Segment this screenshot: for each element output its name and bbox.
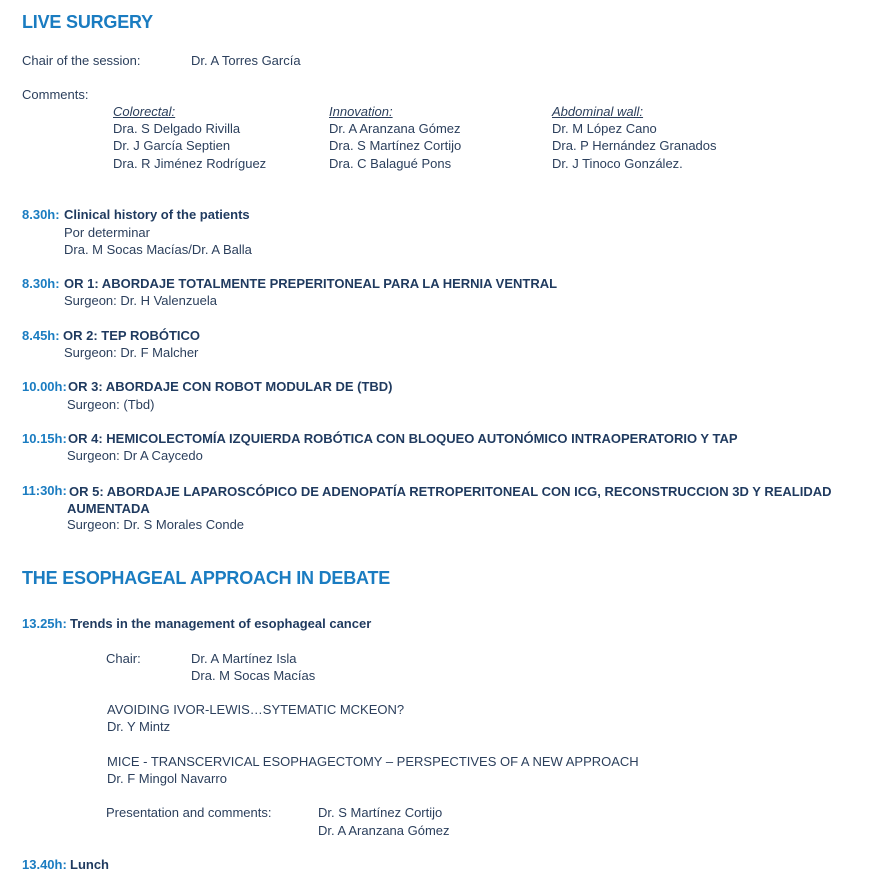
commenter-name: Dra. C Balagué Pons	[329, 156, 452, 171]
schedule-surgeon: Surgeon: Dr A Caycedo	[67, 448, 203, 463]
commenter-name: Dr. J García Septien	[113, 138, 231, 153]
schedule-surgeon: Surgeon: Dr. S Morales Conde	[67, 517, 245, 532]
section-title-live-surgery: LIVE SURGERY	[22, 12, 153, 32]
schedule-surgeon: Surgeon: (Tbd)	[67, 397, 155, 412]
schedule-detail: Dra. M Socas Macías/Dr. A Balla	[64, 242, 252, 257]
lunch-label: Lunch	[70, 857, 109, 872]
session-title: Trends in the management of esophageal cancer	[70, 616, 372, 631]
talk-title: MICE - TRANSCERVICAL ESOPHAGECTOMY – PERSPECTIVES OF A NEW APPROACH	[107, 754, 639, 769]
chair-label: Chair:	[106, 651, 141, 666]
schedule-time: 11:30h:	[22, 483, 67, 498]
session-time: 13.25h:	[22, 616, 67, 631]
column-header-colorectal: Colorectal:	[113, 104, 176, 119]
schedule-title: OR 5: ABORDAJE LAPAROSCÓPICO DE ADENOPATÍA RETROPERITONEAL CON ICG, RECONSTRUCCION 3D Y REALIDAD AUMENTADA	[67, 484, 832, 516]
talk-speaker: Dr. F Mingol Navarro	[107, 771, 227, 786]
presenter-name: Dr. S Martínez Cortijo	[318, 805, 443, 820]
talk-speaker: Dr. Y Mintz	[107, 719, 171, 734]
commenter-name: Dr. M López Cano	[552, 121, 657, 136]
commenter-name: Dra. S Delgado Rivilla	[113, 121, 241, 136]
presenter-name: Dr. A Aranzana Gómez	[318, 823, 450, 838]
commenter-name: Dr. J Tinoco González.	[552, 156, 683, 171]
lunch-time: 13.40h:	[22, 857, 67, 872]
schedule-title: OR 2: TEP ROBÓTICO	[63, 328, 200, 343]
schedule-surgeon: Surgeon: Dr. H Valenzuela	[64, 293, 217, 308]
column-header-innovation: Innovation:	[329, 104, 393, 119]
column-header-abdominal-wall: Abdominal wall:	[552, 104, 644, 119]
schedule-surgeon: Surgeon: Dr. F Malcher	[64, 345, 199, 360]
talk-title: AVOIDING IVOR-LEWIS…SYTEMATIC MCKEON?	[107, 702, 405, 717]
chair-name: Dr. A Torres García	[191, 53, 301, 68]
chair-label: Chair of the session:	[22, 53, 141, 68]
schedule-title: OR 3: ABORDAJE CON ROBOT MODULAR DE (TBD)	[68, 379, 393, 394]
schedule-time: 8.30h:	[22, 276, 60, 291]
chair-name: Dra. M Socas Macías	[191, 668, 316, 683]
presentation-label: Presentation and comments:	[106, 805, 272, 820]
commenter-name: Dra. R Jiménez Rodríguez	[113, 156, 267, 171]
schedule-time: 10.15h:	[22, 431, 67, 446]
chair-name: Dr. A Martínez Isla	[191, 651, 297, 666]
schedule-time: 8.30h:	[22, 207, 60, 222]
commenter-name: Dra. S Martínez Cortijo	[329, 138, 462, 153]
schedule-detail: Por determinar	[64, 225, 150, 240]
schedule-title: OR 1: ABORDAJE TOTALMENTE PREPERITONEAL PARA LA HERNIA VENTRAL	[64, 276, 558, 291]
schedule-title: Clinical history of the patients	[64, 207, 250, 222]
schedule-time: 8.45h:	[22, 328, 60, 343]
commenter-name: Dra. P Hernández Granados	[552, 138, 717, 153]
comments-label: Comments:	[22, 87, 89, 102]
schedule-title: OR 4: HEMICOLECTOMÍA IZQUIERDA ROBÓTICA CON BLOQUEO AUTONÓMICO INTRAOPERATORIO Y TAP	[68, 431, 738, 446]
section-title-esophageal: THE ESOPHAGEAL APPROACH IN DEBATE	[22, 568, 391, 588]
commenter-name: Dr. A Aranzana Gómez	[329, 121, 461, 136]
schedule-time: 10.00h:	[22, 379, 67, 394]
